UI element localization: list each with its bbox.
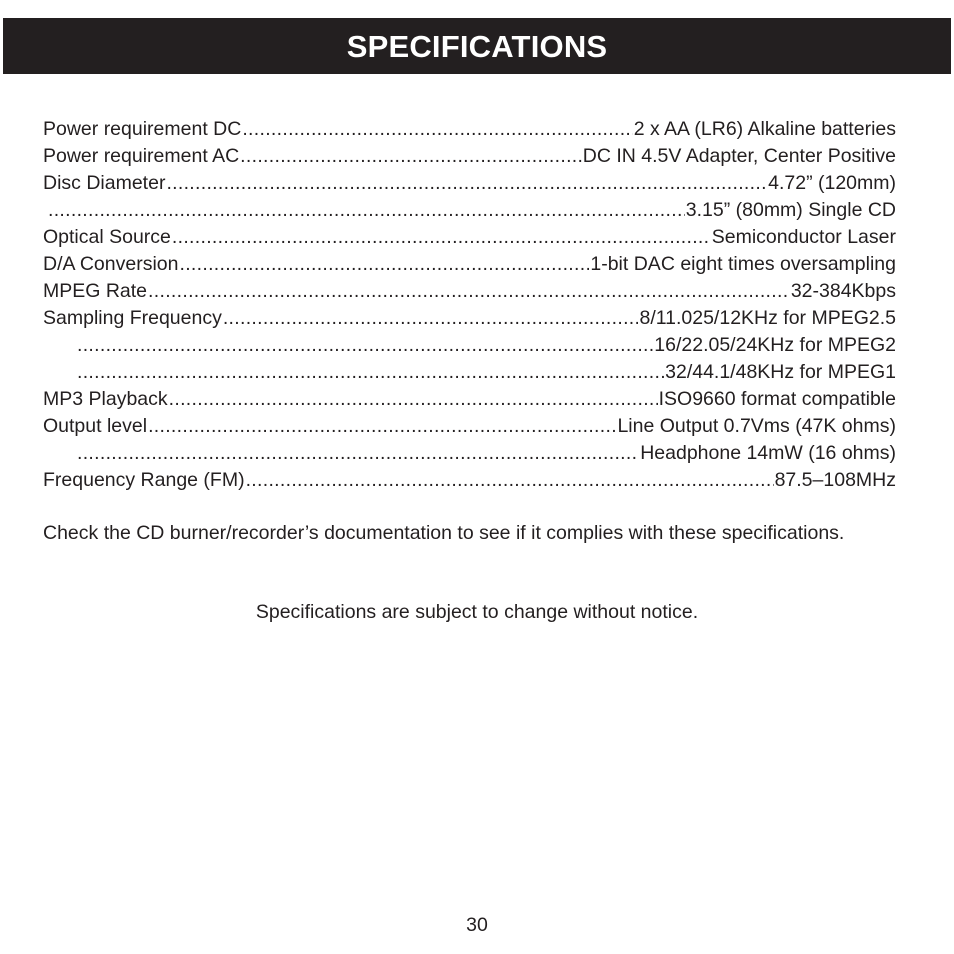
spec-value: 4.72” (120mm) xyxy=(768,172,896,194)
spec-value: Line Output 0.7Vms (47K ohms) xyxy=(617,415,896,437)
spec-value: 16/22.05/24KHz for MPEG2 xyxy=(654,334,896,356)
dot-leader xyxy=(240,143,582,170)
spec-value: 3.15” (80mm) Single CD xyxy=(685,199,896,221)
dot-leader xyxy=(169,386,658,413)
dot-leader xyxy=(148,278,790,305)
spec-value: ISO9660 format compatible xyxy=(658,388,896,410)
spec-label: MPEG Rate xyxy=(43,280,148,302)
spec-label: Power requirement AC xyxy=(43,145,240,167)
spec-row xyxy=(43,413,896,440)
spec-label: Sampling Frequency xyxy=(43,307,222,329)
spec-value: 1-bit DAC eight times oversampling xyxy=(590,253,896,275)
spec-label: Power requirement DC xyxy=(43,118,242,140)
spec-label: Disc Diameter xyxy=(43,172,166,194)
spec-value: 87.5–108MHz xyxy=(774,469,896,491)
dot-leader xyxy=(166,170,767,197)
spec-value: Headphone 14mW (16 ohms) xyxy=(640,442,896,464)
spec-value: Semiconductor Laser xyxy=(711,226,896,248)
spec-value: 32-384Kbps xyxy=(790,280,896,302)
dot-leader xyxy=(242,116,632,143)
spec-row xyxy=(43,386,896,413)
spec-row xyxy=(43,278,896,305)
spec-row xyxy=(43,116,896,143)
header-bar xyxy=(3,18,951,74)
dot-leader xyxy=(77,440,639,467)
spec-value: 2 x AA (LR6) Alkaline batteries xyxy=(633,118,896,140)
compatibility-note: Check the CD burner/recorder’s documentation to see if it complies with these specifications. xyxy=(43,522,845,544)
spec-row-continuation xyxy=(43,440,896,467)
dot-leader xyxy=(179,251,589,278)
page-number: 30 xyxy=(466,914,488,936)
spec-row-continuation xyxy=(43,197,896,224)
spec-row-continuation xyxy=(43,332,896,359)
dot-leader xyxy=(77,359,664,386)
dot-leader xyxy=(172,224,711,251)
spec-row-continuation xyxy=(43,359,896,386)
spec-row xyxy=(43,305,896,332)
dot-leader xyxy=(223,305,639,332)
spec-label: Optical Source xyxy=(43,226,171,248)
dot-leader xyxy=(246,467,774,494)
spec-row xyxy=(43,170,896,197)
spec-label: MP3 Playback xyxy=(43,388,168,410)
spec-value: 8/11.025/12KHz for MPEG2.5 xyxy=(639,307,896,329)
spec-row xyxy=(43,224,896,251)
spec-label: Output level xyxy=(43,415,148,437)
spec-label: D/A Conversion xyxy=(43,253,179,275)
dot-leader xyxy=(77,332,653,359)
spec-label: Frequency Range (FM) xyxy=(43,469,245,491)
spec-list xyxy=(43,116,896,494)
dot-leader xyxy=(148,413,616,440)
spec-row xyxy=(43,251,896,278)
disclaimer: Specifications are subject to change without notice. xyxy=(255,601,699,623)
dot-leader xyxy=(48,197,685,224)
spec-row xyxy=(43,467,896,494)
spec-value: 32/44.1/48KHz for MPEG1 xyxy=(665,361,896,383)
page-title: SPECIFICATIONS xyxy=(346,28,608,64)
spec-row xyxy=(43,143,896,170)
spec-value: DC IN 4.5V Adapter, Center Positive xyxy=(582,145,896,167)
